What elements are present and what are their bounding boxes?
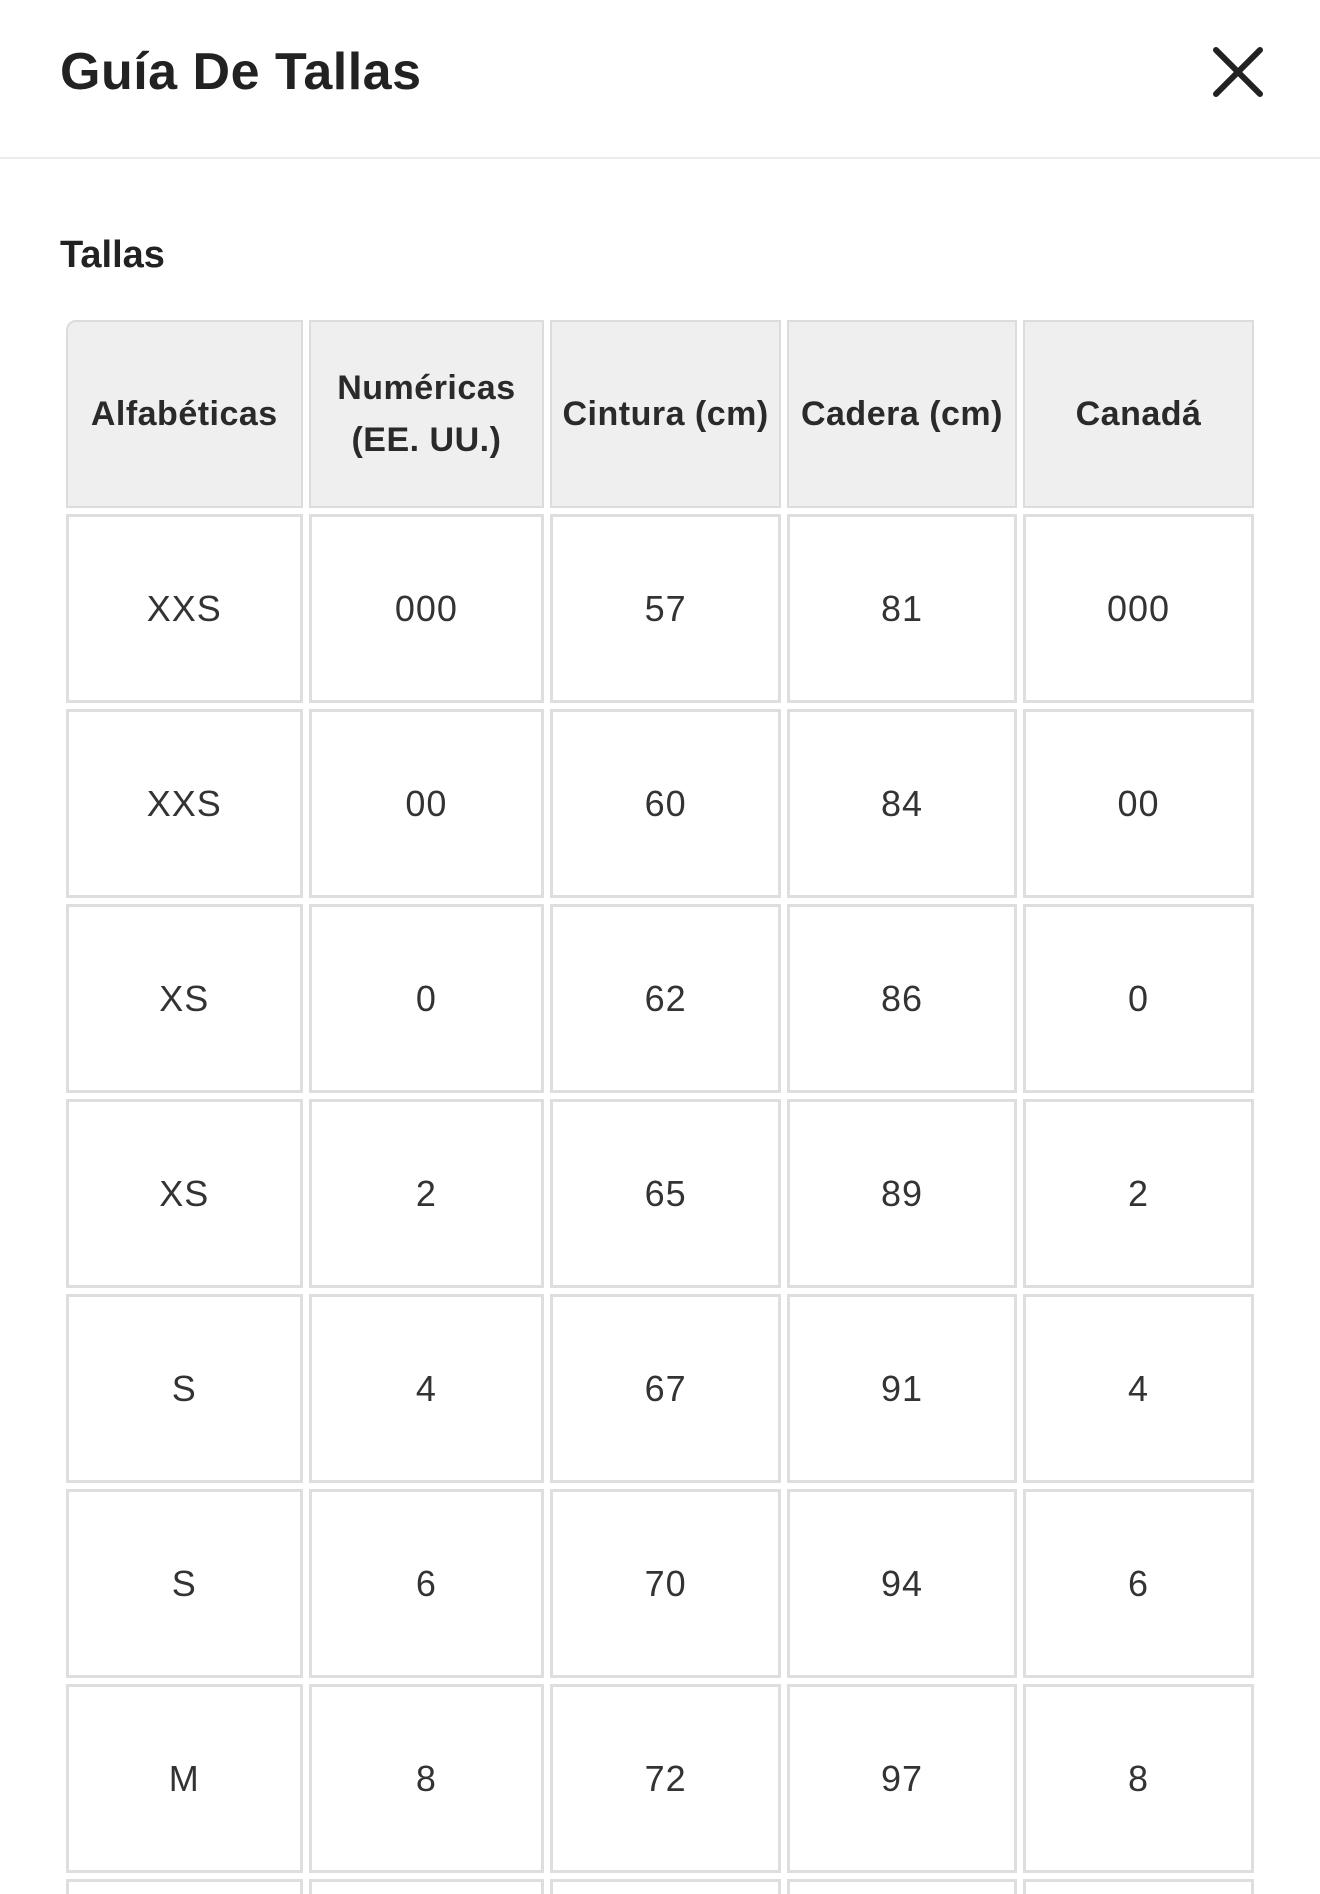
table-cell: 8	[309, 1684, 545, 1873]
table-cell: 86	[787, 904, 1017, 1093]
size-table	[66, 320, 1260, 1894]
table-cell	[787, 1879, 1017, 1894]
column-header: Alfabéticas	[66, 320, 303, 508]
modal-header	[0, 0, 1320, 159]
table-cell: 89	[787, 1099, 1017, 1288]
table-cell: 0	[309, 904, 545, 1093]
table-cell: XS	[66, 904, 303, 1093]
table-cell: 97	[787, 1684, 1017, 1873]
table-cell: 62	[550, 904, 781, 1093]
table-cell	[550, 1879, 781, 1894]
table-cell: 8	[1023, 1684, 1254, 1873]
table-cell: 00	[309, 709, 545, 898]
close-button[interactable]	[1206, 40, 1270, 104]
table-cell: XS	[66, 1099, 303, 1288]
table-cell: 4	[309, 1294, 545, 1483]
table-cell: 70	[550, 1489, 781, 1678]
table-cell: 4	[1023, 1294, 1254, 1483]
table-row	[66, 1879, 1254, 1894]
table-cell: 2	[1023, 1099, 1254, 1288]
column-header: Canadá	[1023, 320, 1254, 508]
table-cell: 2	[309, 1099, 545, 1288]
table-cell: 67	[550, 1294, 781, 1483]
column-header: Cadera (cm)	[787, 320, 1017, 508]
table-cell: XXS	[66, 709, 303, 898]
table-row	[66, 1489, 1254, 1678]
table-cell: 60	[550, 709, 781, 898]
column-header: Cintura (cm)	[550, 320, 781, 508]
table-cell: S	[66, 1489, 303, 1678]
table-cell	[1023, 1879, 1254, 1894]
table-cell: 00	[1023, 709, 1254, 898]
table-cell: S	[66, 1294, 303, 1483]
table-cell: 6	[309, 1489, 545, 1678]
table-cell: 94	[787, 1489, 1017, 1678]
table-row	[66, 1294, 1254, 1483]
table-cell: 0	[1023, 904, 1254, 1093]
table-cell: 65	[550, 1099, 781, 1288]
table-cell: 84	[787, 709, 1017, 898]
table-cell: M	[66, 1684, 303, 1873]
section-title: Tallas	[60, 234, 165, 276]
table-row	[66, 1684, 1254, 1873]
size-table-scroll-area[interactable]	[66, 320, 1260, 1894]
page-title: Guía De Tallas	[60, 43, 422, 101]
table-cell: 81	[787, 514, 1017, 703]
table-cell: XXS	[66, 514, 303, 703]
table-row	[66, 709, 1254, 898]
table-cell: 000	[1023, 514, 1254, 703]
table-cell: 91	[787, 1294, 1017, 1483]
table-cell: 6	[1023, 1489, 1254, 1678]
table-row	[66, 1099, 1254, 1288]
table-cell: 57	[550, 514, 781, 703]
table-cell	[309, 1879, 545, 1894]
table-cell: 72	[550, 1684, 781, 1873]
table-row	[66, 904, 1254, 1093]
table-cell	[66, 1879, 303, 1894]
table-row	[66, 514, 1254, 703]
table-cell: 000	[309, 514, 545, 703]
table-header-row	[66, 320, 1254, 508]
column-header: Numéricas (EE. UU.)	[309, 320, 545, 508]
close-icon	[1206, 40, 1270, 104]
